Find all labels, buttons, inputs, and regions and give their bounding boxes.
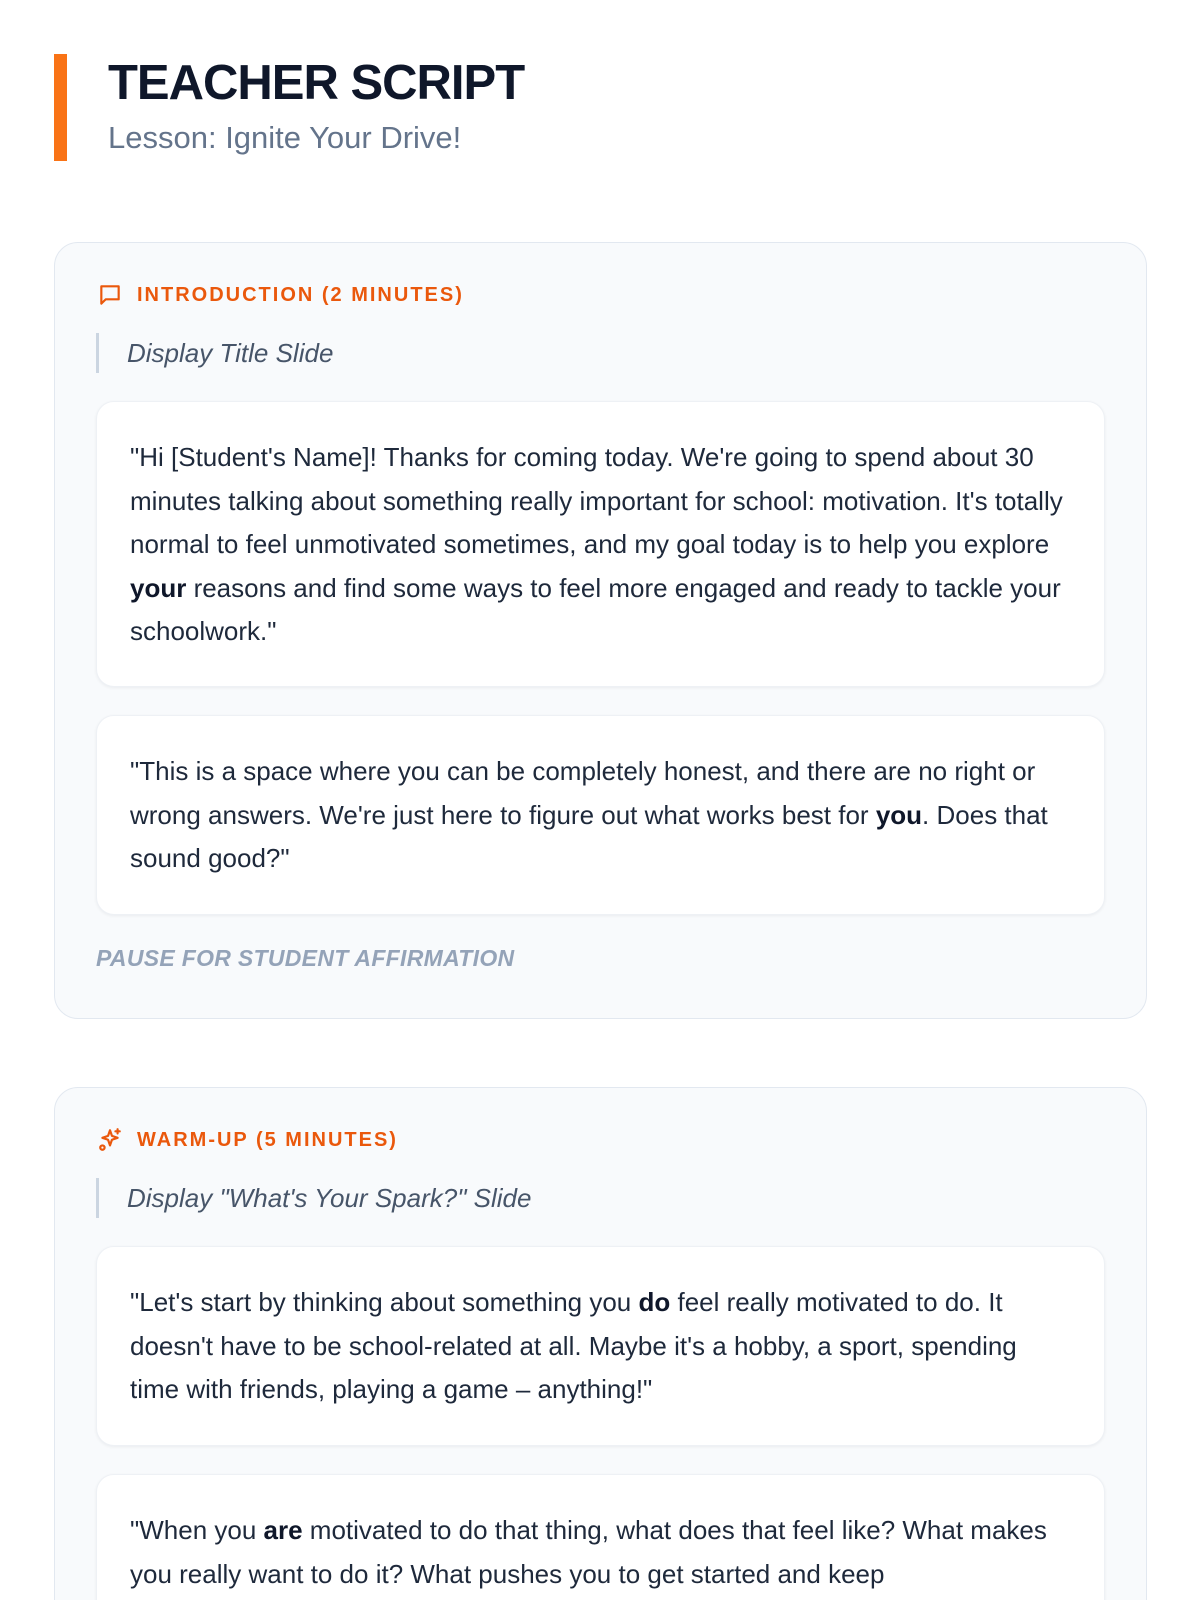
section-heading bbox=[96, 281, 1105, 309]
script-bubble bbox=[96, 1246, 1105, 1446]
section-label: WARM-UP (5 MINUTES) bbox=[137, 1128, 398, 1151]
script-text: "When you bbox=[130, 1515, 264, 1545]
pause-instruction: PAUSE FOR STUDENT AFFIRMATION bbox=[96, 945, 515, 971]
script-bubble bbox=[96, 401, 1105, 687]
lesson-subtitle: Lesson: Ignite Your Drive! bbox=[108, 120, 462, 155]
page-title: TEACHER SCRIPT bbox=[108, 56, 525, 110]
script-text: "This is a space where you can be completely honest, and there are no right or wrong answers. We're just here to figure out what works best for bbox=[130, 756, 1036, 830]
script-text: motivated to do that thing, what does that feel like? What makes you really want to do it? What pushes you to get started and keep bbox=[130, 1515, 1047, 1589]
script-bubble bbox=[96, 715, 1105, 915]
slide-cue: Display "What's Your Spark?" Slide bbox=[96, 1178, 1105, 1218]
section-label: INTRODUCTION (2 MINUTES) bbox=[137, 283, 464, 306]
script-text: "Hi [Student's Name]! Thanks for coming today. We're going to spend about 30 minutes talking about something really important for school: motivation. It's totally normal to feel unmotivated sometimes, and my goal today is to help you explore bbox=[130, 442, 1063, 559]
emphasis-text: your bbox=[130, 572, 187, 603]
section-heading bbox=[96, 1126, 1105, 1154]
section-warm-up bbox=[54, 1087, 1147, 1600]
script-text: "Let's start by thinking about something you bbox=[130, 1287, 639, 1317]
emphasis-text: are bbox=[263, 1515, 303, 1545]
script-text: feel really motivated to do. It doesn't have to be school-related at all. Maybe it's a hobby, a sport, spending time with friends, playing a game – anything!" bbox=[130, 1287, 1017, 1404]
chat-bubble-icon bbox=[96, 281, 124, 309]
sparkles-icon bbox=[96, 1126, 124, 1154]
section-introduction bbox=[54, 242, 1147, 1019]
emphasis-text: do bbox=[638, 1287, 671, 1317]
page-header bbox=[54, 54, 524, 161]
script-text: . Does that sound good?" bbox=[130, 799, 1048, 873]
slide-cue: Display Title Slide bbox=[96, 333, 1105, 373]
script-text: reasons and find some ways to feel more engaged and ready to tackle your schoolwork." bbox=[130, 572, 1061, 646]
emphasis-text: you bbox=[875, 799, 923, 830]
script-bubble bbox=[96, 1474, 1105, 1600]
